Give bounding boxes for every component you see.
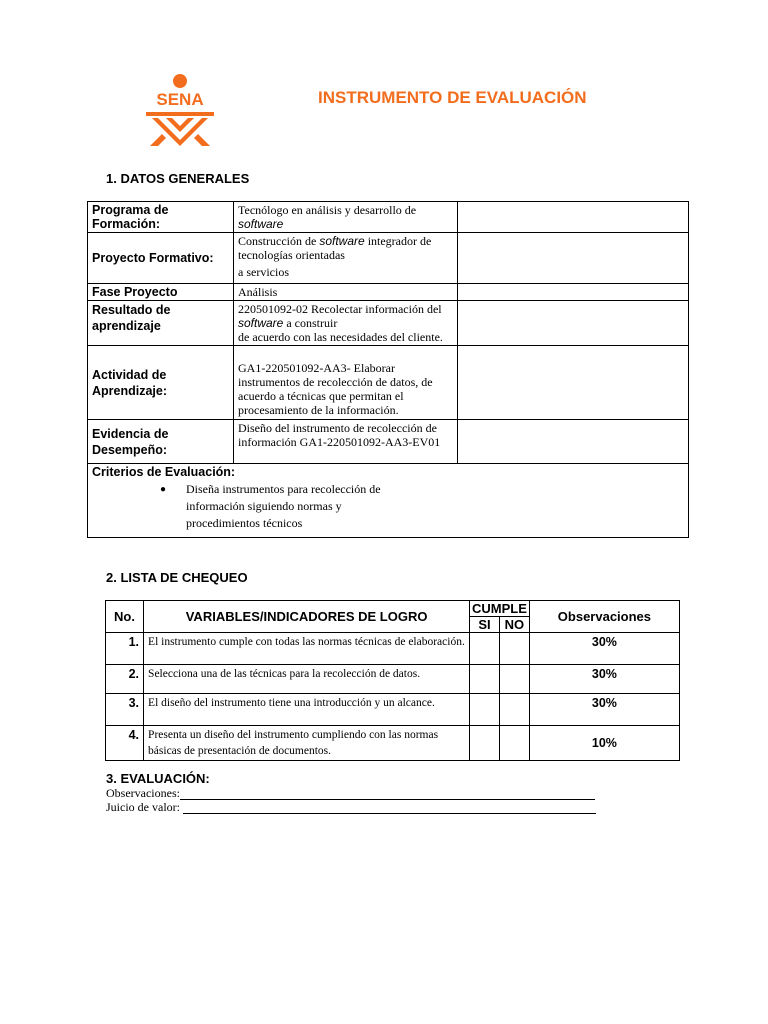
resultado-line3: de acuerdo con las necesidades del cliente.	[238, 330, 443, 344]
si-cell	[470, 665, 500, 694]
sena-logo	[140, 72, 220, 152]
row-observation: 30%	[529, 633, 679, 665]
checklist-table	[105, 600, 680, 761]
row-observation: 30%	[529, 665, 679, 694]
proyecto-post: integrador de tecnologías orientadas	[238, 234, 432, 262]
proyecto-line3: a servicios	[238, 265, 289, 279]
section1-heading: 1. DATOS GENERALES	[106, 171, 250, 186]
resultado-extra	[458, 301, 689, 346]
proyecto-software: software	[319, 234, 365, 248]
col-no-answer-header: NO	[499, 617, 529, 633]
no-cell	[499, 726, 529, 761]
fase-extra	[458, 284, 689, 301]
row-observation: 30%	[529, 694, 679, 726]
logo-text: SENA	[156, 90, 204, 109]
proyecto-pre: Construcción de	[238, 234, 317, 248]
fase-value: Análisis	[234, 284, 458, 301]
criterios-extra	[458, 464, 689, 538]
resultado-software: software	[238, 316, 284, 330]
col-cumple-header: CUMPLE	[470, 601, 530, 617]
criterios-list	[160, 481, 454, 532]
si-cell	[470, 694, 500, 726]
resultado-value	[234, 301, 458, 346]
row-text: Presenta un diseño del instrumento cumpliendo con las normas básicas de presentación de documentos.	[144, 726, 470, 761]
row-number: 1.	[106, 633, 144, 665]
criterios-label: Criterios de Evaluación:	[92, 465, 236, 479]
si-cell	[470, 726, 500, 761]
col-variables-header: VARIABLES/INDICADORES DE LOGRO	[144, 601, 470, 633]
resultado-label: Resultado de aprendizaje	[88, 301, 234, 346]
evaluation-fields	[106, 786, 596, 814]
no-cell	[499, 665, 529, 694]
proyecto-label: Proyecto Formativo:	[88, 233, 234, 284]
juicio-row	[106, 800, 596, 814]
observaciones-line[interactable]	[180, 788, 595, 800]
row-number: 3.	[106, 694, 144, 726]
actividad-value: GA1-220501092-AA3- Elaborar instrumentos de recolección de datos, de acuerdo a técnicas que permitan el procesamiento de la información.	[234, 346, 458, 420]
juicio-label: Juicio de valor:	[106, 800, 180, 814]
section3-heading: 3. EVALUACIÓN:	[106, 771, 210, 786]
col-observaciones-header: Observaciones	[529, 601, 679, 633]
row-observation: 10%	[529, 726, 679, 761]
row-number: 4.	[106, 726, 144, 761]
observaciones-label: Observaciones:	[106, 786, 180, 800]
resultado-post: a construir	[286, 316, 338, 330]
row-text: Selecciona una de las técnicas para la recolección de datos.	[144, 665, 470, 694]
programa-extra	[458, 202, 689, 233]
resultado-pre: 220501092-02 Recolectar información del	[238, 302, 442, 316]
evidencia-value: Diseño del instrumento de recolección de información GA1-220501092-AA3-EV01	[234, 420, 458, 464]
criterio-item: ● Diseña instrumentos para recolección de información siguiendo normas y procedimientos técnicos	[160, 481, 386, 532]
evidencia-label: Evidencia de Desempeño:	[88, 420, 234, 464]
proyecto-value	[234, 233, 458, 284]
fase-label: Fase Proyecto	[88, 284, 234, 301]
juicio-line[interactable]	[183, 802, 596, 814]
table-row	[106, 694, 680, 726]
row-number: 2.	[106, 665, 144, 694]
general-data-table	[87, 201, 689, 538]
evidencia-extra	[458, 420, 689, 464]
no-cell	[499, 633, 529, 665]
criterios-cell	[88, 464, 458, 538]
col-no-header: No.	[106, 601, 144, 633]
si-cell	[470, 633, 500, 665]
observaciones-row	[106, 786, 596, 800]
programa-software: software	[238, 217, 284, 231]
proyecto-extra	[458, 233, 689, 284]
row-text: El instrumento cumple con todas las normas técnicas de elaboración.	[144, 633, 470, 665]
row-text: El diseño del instrumento tiene una introducción y un alcance.	[144, 694, 470, 726]
table-row	[106, 633, 680, 665]
actividad-label: Actividad de Aprendizaje:	[88, 346, 234, 420]
section2-heading: 2. LISTA DE CHEQUEO	[106, 570, 248, 585]
programa-label: Programa de Formación:	[88, 202, 234, 233]
actividad-extra	[458, 346, 689, 420]
no-cell	[499, 694, 529, 726]
programa-text: Tecnólogo en análisis y desarrollo de	[238, 203, 417, 217]
programa-value	[234, 202, 458, 233]
table-row	[106, 665, 680, 694]
document-title: INSTRUMENTO DE EVALUACIÓN	[318, 88, 587, 107]
table-row	[106, 726, 680, 761]
col-si-header: SI	[470, 617, 500, 633]
